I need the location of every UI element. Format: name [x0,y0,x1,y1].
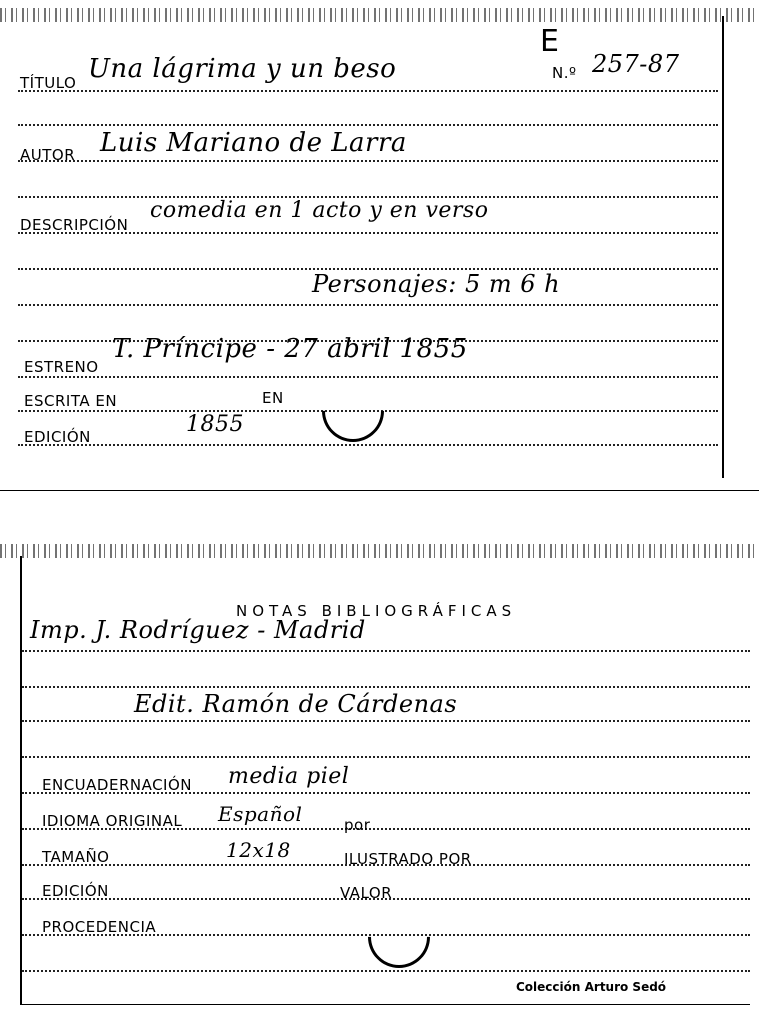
card-top-edge [0,544,759,558]
encuadernacion-label: ENCUADERNACIÓN [42,776,193,794]
autor-value: Luis Mariano de Larra [100,128,407,158]
ruled-line [22,720,750,722]
ruled-line [18,444,718,446]
idioma-label: IDIOMA ORIGINAL [42,812,183,830]
catalog-card-top [0,0,759,494]
card-bottom-edge [0,490,759,491]
descripcion-value: comedia en 1 acto y en verso [150,198,489,223]
catalog-card-bottom [0,540,759,1028]
titulo-label: TÍTULO [20,74,77,92]
edicion-label: EDICIÓN [42,882,109,900]
encuadernacion-value: media piel [228,764,350,789]
ilustrado-label: ILUSTRADO POR [344,850,472,868]
punch-hole-icon [309,367,397,455]
valor-label: VALOR [340,884,393,902]
descripcion-label: DESCRIPCIÓN [20,216,129,234]
ruled-line [18,124,718,126]
titulo-value: Una lágrima y un beso [88,54,397,84]
ruled-line [18,304,718,306]
numero-label: N.º [552,64,577,82]
tamano-label: TAMAÑO [42,848,110,866]
card-top-edge [0,8,759,22]
ruled-line [22,650,750,652]
procedencia-label: PROCEDENCIA [42,918,157,936]
autor-label: AUTOR [20,146,76,164]
notas-heading: NOTAS BIBLIOGRÁFICAS [236,602,517,620]
card-bottom-edge [20,1004,750,1005]
tamano-value: 12x18 [226,838,291,862]
coleccion-stamp: Colección Arturo Sedó [516,980,667,994]
estreno-label: ESTRENO [24,358,99,376]
nota-line-2: Edit. Ramón de Cárdenas [134,690,458,718]
ruled-line [18,376,718,378]
ruled-line [22,756,750,758]
ruled-line [22,970,750,972]
numero-value: 257-87 [592,50,680,78]
por-label: por [344,816,371,834]
ruled-line [22,686,750,688]
en-label: EN [262,389,284,407]
escrita-en-label: ESCRITA EN [24,392,118,410]
estreno-value: T. Príncipe - 27 abril 1855 [112,334,468,364]
idioma-value: Español [218,802,303,826]
ruled-line [18,90,718,92]
edicion-label: EDICIÓN [24,428,91,446]
ruled-line [18,160,718,162]
edicion-value: 1855 [186,412,244,437]
corner-mark: E [540,24,560,59]
card-left-border [20,556,22,1004]
card-right-border [722,16,724,478]
personajes-value: Personajes: 5 m 6 h [312,270,561,298]
punch-hole-icon [355,893,443,981]
nota-line-1: Imp. J. Rodríguez - Madrid [30,616,366,644]
